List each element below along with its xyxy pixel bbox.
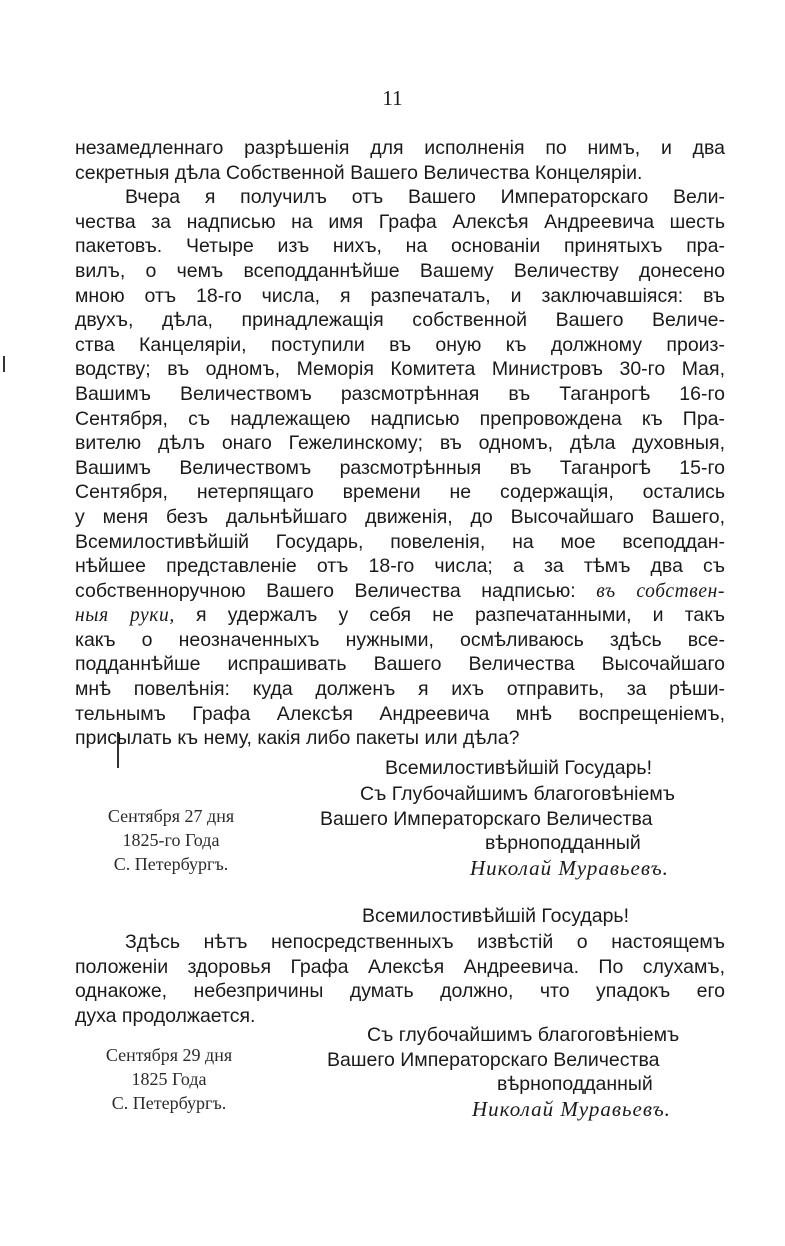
paragraph-line: духа продолжается. <box>75 1004 256 1027</box>
letter-2-closing <box>327 1023 679 1121</box>
letter-2-body <box>75 930 725 1028</box>
paragraph-line: секретныя дѣла Собственной Вашего Величества Концеляріи. <box>75 161 643 184</box>
letter-1-closing <box>320 782 675 880</box>
date-line: С. Петербургъ. <box>111 1093 227 1113</box>
paragraph-line: двухъ, дѣла, принадлежащія собственной Вашего Величе- <box>75 309 725 332</box>
date-line: Сентября 29 дня <box>105 1045 233 1065</box>
page-number: 11 <box>382 86 403 110</box>
closing-greeting: Всемилостивѣйшій Государь! <box>385 757 653 779</box>
paragraph-line: положеніи здоровья Графа Алексѣя Андреевича. По слухамъ, <box>75 955 725 978</box>
closing-line: Съ глубочайшимъ благоговѣніемъ <box>367 1024 680 1046</box>
paragraph-line: вителю дѣлъ онаго Гежелинскому; въ одномъ, дѣла духовныя, <box>75 432 725 455</box>
paragraph-line: мнѣ повелѣнія: куда долженъ я ихъ отправить, за рѣши- <box>75 678 725 701</box>
paragraph-line: Вчера я получилъ отъ Вашего Императорскаго Вели- <box>125 186 725 209</box>
line-text: я удержалъ у себя не разпечатанными, и такъ <box>196 604 725 627</box>
paragraph-line: нѣйшее представленіе отъ 18-го числа; а за тѣмъ два съ <box>75 555 725 578</box>
paragraph-line: Здѣсь нѣтъ непосредственныхъ извѣстій о настоящемъ <box>125 931 725 953</box>
paragraph-line: вилъ, о чемъ всеподданнѣйше Вашему Величеству донесено <box>75 259 725 282</box>
date-line: Сентября 27 дня <box>107 806 235 826</box>
paragraph-line: какъ о неозначенныхъ нужными, осмѣливаюсь здѣсь все- <box>75 628 725 651</box>
date-line: 1825 Года <box>131 1069 207 1089</box>
italic-phrase: въ собствен- <box>596 580 725 602</box>
letter-1-date <box>76 804 266 876</box>
paragraph-line: мною отъ 18-го числа, я разпечаталъ, и заключавшіяся: въ <box>75 284 725 307</box>
paragraph-line: подданнѣйше испрашивать Вашего Величества Высочайшаго <box>75 653 725 676</box>
paragraph-line: Вашимъ Величествомъ разсмотрѣнная въ Таганрогѣ 16-го <box>75 382 725 405</box>
closing-line: Вашего Императорскаго Величества <box>320 807 653 830</box>
closing-line: Съ Глубочайшимъ благоговѣніемъ <box>360 783 675 805</box>
paragraph-line: водству; въ одномъ, Меморія Комитета Министровъ 30-го Мая, <box>75 358 725 381</box>
paragraph-line <box>75 603 725 628</box>
date-line: С. Петербургъ. <box>113 854 229 874</box>
paragraph-line: тельнымъ Графа Алексѣя Андреевича мнѣ воспрещеніемъ, <box>75 702 725 725</box>
paragraph-line: присылать къ нему, какія либо пакеты или дѣла? <box>75 727 520 750</box>
letter-2-greeting: Всемилостивѣйшій Государь! <box>362 905 630 927</box>
paragraph-line: Всемилостивѣйшій Государь, повеленія, на мое всеподдан- <box>75 530 725 553</box>
paragraph-line <box>75 579 725 604</box>
paragraph-line: пакетовъ. Четыре изъ нихъ, на основаніи принятыхъ пра- <box>75 235 725 258</box>
letter-1-body <box>75 136 725 751</box>
paragraph-line: Сентября, съ надлежащею надписью препровождена къ Пра- <box>75 407 725 430</box>
signature: Николай Муравьевъ. <box>470 855 669 880</box>
date-line: 1825-го Года <box>122 830 220 850</box>
letter-2-date <box>74 1043 264 1115</box>
paragraph-line: у меня безъ дальнѣйшаго движенія, до Высочайшаго Вашего, <box>75 505 725 528</box>
closing-line: вѣрноподданный <box>497 1073 653 1096</box>
paragraph-line: ства Канцеляріи, поступили въ оную къ должному произ- <box>75 333 725 356</box>
closing-line: Вашего Императорскаго Величества <box>327 1048 660 1071</box>
paragraph-line: Вашимъ Величествомъ разсмотрѣнныя въ Таганрогѣ 15-го <box>75 456 725 479</box>
line-text: собственноручною Вашего Величества надписью: <box>75 579 576 602</box>
paragraph-line: Сентября, нетерпящаго времени не содержащія, остались <box>75 481 725 504</box>
italic-phrase: ныя руки, <box>75 605 175 627</box>
paragraph-line: незамедленнаго разрѣшенія для исполненія по нимъ, и два <box>75 137 725 159</box>
margin-mark <box>3 356 5 372</box>
paragraph-line: однакоже, небезпричины думать должно, что упадокъ его <box>75 980 725 1003</box>
paragraph-line: чества за надписью на имя Графа Алексѣя Андреевича шесть <box>75 210 725 233</box>
signature: Николай Муравьевъ. <box>472 1096 671 1121</box>
closing-line: вѣрноподданный <box>485 832 641 855</box>
